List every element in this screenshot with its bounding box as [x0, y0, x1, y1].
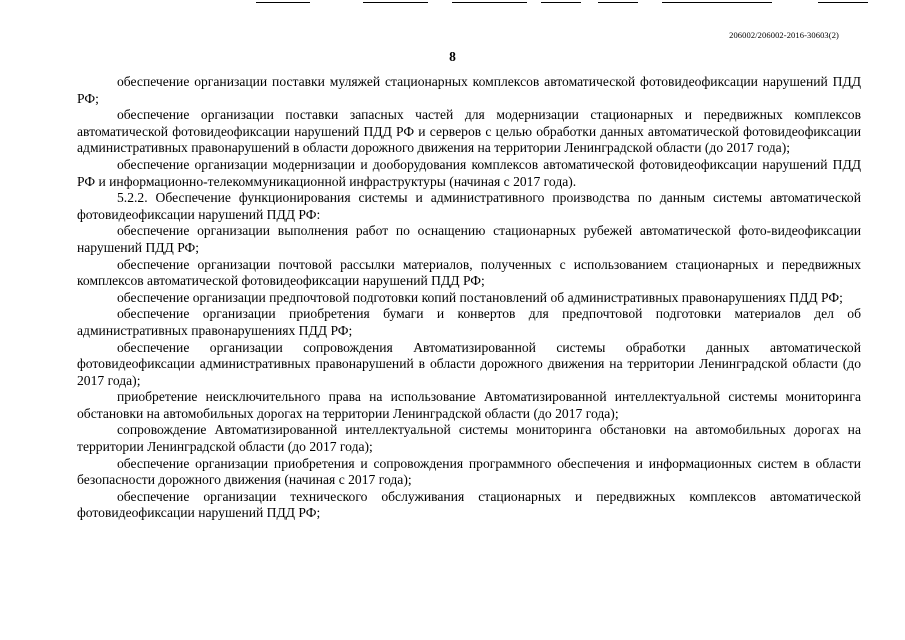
paragraph: приобретение неисключительного права на использование Автоматизированной интеллектуальной системы мониторинга обстановки на автомобильных дорогах на территории Ленинградской области (до 2017 года); [77, 389, 861, 421]
paragraph: обеспечение организации выполнения работ по оснащению стационарных рубежей автоматической фото-видеофиксации нарушений ПДД РФ; [77, 223, 861, 255]
paragraph: обеспечение организации приобретения и сопровождения программного обеспечения и информационных систем в области безопасности дорожного движения (начиная с 2017 года); [77, 455, 861, 488]
paragraph: обеспечение организации почтовой рассылки материалов, полученных с использованием стационарных и передвижных комплексов автоматической фотовидеофиксации нарушений ПДД РФ; [77, 256, 861, 289]
top-rule-4 [541, 2, 581, 3]
paragraph: обеспечение организации предпочтовой подготовки копий постановлений об административных правонарушениях ПДД РФ; [117, 289, 843, 305]
paragraph: обеспечение организации поставки запасных частей для модернизации стационарных и передвижных комплексов автоматической фотовидеофиксации нарушений ПДД РФ и серверов с целью обработки данных автоматической фотовидеофиксации административных правонарушений в области дорожного движения на территории Ленинградской области (до 2017 года); [77, 107, 861, 156]
paragraph: обеспечение организации технического обслуживания стационарных и передвижных комплексов автоматической фотовидеофиксации нарушений ПДД РФ; [77, 488, 861, 521]
top-rule-1 [256, 2, 310, 3]
document-id: 206002/206002-2016-30603(2) [729, 30, 839, 40]
paragraph: сопровождение Автоматизированной интеллектуальной системы мониторинга обстановки на автомобильных дорогах на территории Ленинградской области (до 2017 года); [77, 422, 861, 455]
top-rule-5 [598, 2, 638, 3]
top-rule-7 [818, 2, 868, 3]
paragraph: обеспечение организации приобретения бумаги и конвертов для предпочтовой подготовки материалов дел об административных правонарушениях ПДД РФ; [77, 306, 861, 338]
top-rule-2 [363, 2, 428, 3]
top-rule-3 [452, 2, 527, 3]
top-rule-6 [662, 2, 772, 3]
page-number: 8 [449, 49, 456, 64]
paragraph: обеспечение организации модернизации и дооборудования комплексов автоматической фотовидеофиксации нарушений ПДД РФ и информационно-телекоммуникационной инфраструктуры (начиная с 2017 года). [77, 156, 861, 189]
paragraph: 5.2.2. Обеспечение функционирования системы и административного производства по данным системы автоматической фотовидеофиксации нарушений ПДД РФ: [77, 190, 861, 222]
document-body [77, 74, 861, 522]
paragraph: обеспечение организации поставки муляжей стационарных комплексов автоматической фотовидеофиксации нарушений ПДД РФ; [77, 74, 861, 106]
paragraph: обеспечение организации сопровождения Автоматизированной системы обработки данных автоматической фотовидеофиксации административных правонарушений в области дорожного движения на территории Ленинградской области (до 2017 года); [77, 339, 861, 388]
